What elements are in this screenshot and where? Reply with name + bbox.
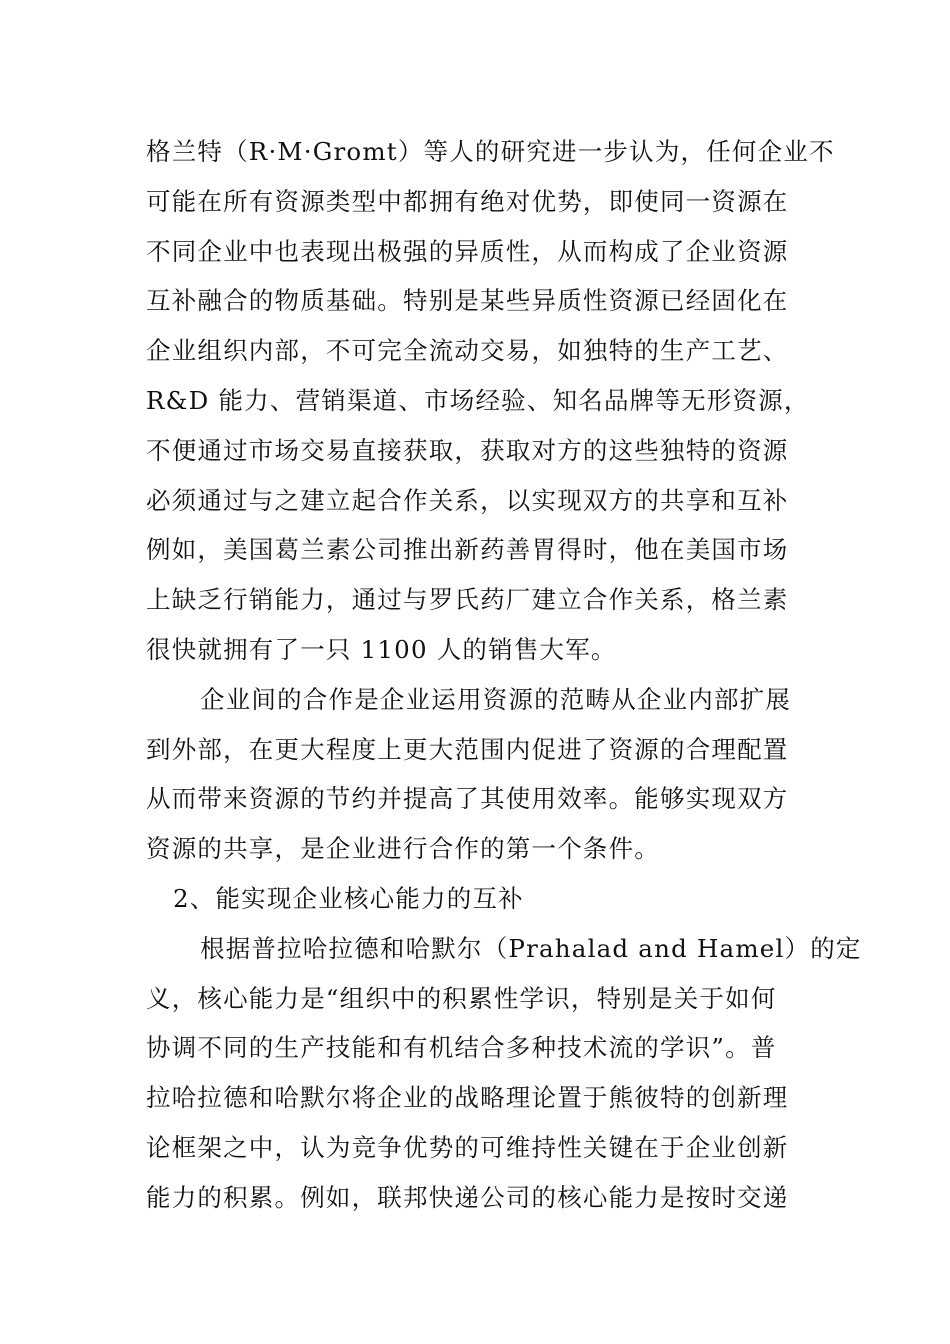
text-line: 企业组织内部，不可完全流动交易，如独特的生产工艺、 [146,336,789,366]
paragraph-start-line: 企业间的合作是企业运用资源的范畴从企业内部扩展 [200,684,792,714]
text-line: 不便通过市场交易直接获取，获取对方的这些独特的资源 [146,435,789,465]
text-line: R&D 能力、营销渠道、市场经验、知名品牌等无形资源， [146,385,810,415]
text-line: 上缺乏行销能力，通过与罗氏药厂建立合作关系，格兰素 [146,585,789,615]
text-line: 到外部，在更大程度上更大范围内促进了资源的合理配置 [146,734,789,764]
paragraph-start-line: 根据普拉哈拉德和哈默尔（Prahalad and Hamel）的定 [200,933,862,963]
text-line: 从而带来资源的节约并提高了其使用效率。能够实现双方 [146,784,789,814]
text-line: 义，核心能力是“组织中的积累性学识，特别是关于如何 [146,983,777,1013]
text-line: 互补融合的物质基础。特别是某些异质性资源已经固化在 [146,286,789,316]
text-line: 资源的共享，是企业进行合作的第一个条件。 [146,834,660,864]
body-text [146,127,862,1223]
section-heading: 2、能实现企业核心能力的互补 [173,883,524,913]
text-line: 例如，美国葛兰素公司推出新药善胃得时，他在美国市场 [146,535,789,565]
text-line: 协调不同的生产技能和有机结合多种技术流的学识”。普 [146,1033,777,1063]
text-line: 必须通过与之建立起合作关系，以实现双方的共享和互补 [146,485,789,515]
text-line: 不同企业中也表现出极强的异质性，从而构成了企业资源 [146,236,789,266]
text-line: 拉哈拉德和哈默尔将企业的战略理论置于熊彼特的创新理 [146,1083,789,1113]
text-line: 可能在所有资源类型中都拥有绝对优势，即使同一资源在 [146,186,789,216]
text-line: 论框架之中，认为竞争优势的可维持性关键在于企业创新 [146,1132,789,1162]
text-line: 格兰特（R·M·Gromt）等人的研究进一步认为，任何企业不 [146,137,835,166]
text-line: 很快就拥有了一只 1100 人的销售大军。 [146,634,617,664]
text-line: 能力的积累。例如，联邦快递公司的核心能力是按时交递 [146,1182,789,1212]
